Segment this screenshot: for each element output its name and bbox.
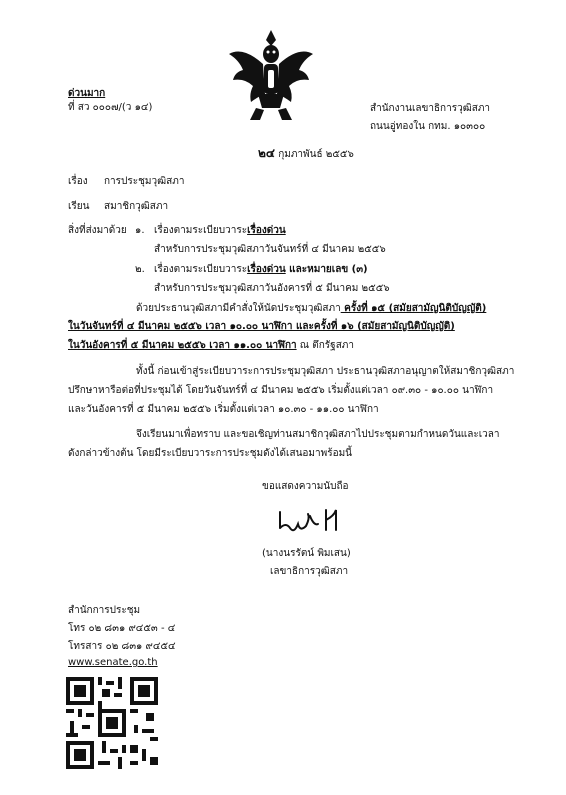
signature	[276, 506, 346, 537]
subject-label: เรื่อง	[68, 176, 88, 187]
subject: การประชุมวุฒิสภา	[104, 176, 185, 187]
salutation-label: เรียน	[68, 201, 90, 212]
para1-location: ณ ตึกรัฐสภา	[296, 340, 355, 351]
date-month-year: กุมภาพันธ์ ๒๕๕๖	[278, 149, 354, 160]
para1-text: ด้วยประธานวุฒิสภามีคำสั่งให้นัดประชุมวุฒิสภา	[136, 303, 341, 314]
closing: ขอแสดงความนับถือ	[262, 481, 349, 492]
enclosure-sub-1: สำหรับการประชุมวุฒิสภาวันจันทร์ที่ ๔ มีนาคม ๒๕๕๖	[154, 244, 386, 255]
footer-website-link[interactable]: www.senate.go.th	[68, 657, 158, 668]
para3-line2: ดังกล่าวข้างต้น โดยมีระเบียบวาระการประชุมดังได้เสนอมาพร้อมนี้	[68, 448, 353, 459]
signatory-name: (นางนรรัตน์ พิมเสน)	[262, 548, 351, 559]
reference-number: ที่ สว ๐๐๐๗/(ว ๑๔)	[68, 102, 153, 113]
footer-fax: โทรสาร ๐๒ ๘๓๑ ๙๔๕๔	[68, 641, 176, 652]
para3-line1: จึงเรียนมาเพื่อทราบ และขอเชิญท่านสมาชิกวุฒิสภาไปประชุมตามกำหนดวันและเวลา	[136, 429, 500, 440]
date-day: ๒๔	[258, 146, 275, 160]
enclosure-extra: และหมายเลข (๓)	[285, 264, 368, 275]
enclosure-text: เรื่องตามระเบียบวาระ	[154, 225, 248, 236]
para1-meeting-16-date: ในวันอังคารที่ ๕ มีนาคม ๒๕๕๖ เวลา ๑๑.๐๐ นาฬิกา	[68, 340, 297, 351]
para1-line2: ในวันจันทร์ที่ ๔ มีนาคม ๒๕๕๖ เวลา ๑๐.๐๐ นาฬิกา และครั้งที่ ๑๖ (สมัยสามัญนิติบัญญัติ)	[68, 321, 455, 332]
enclosure-num-2: ๒.	[135, 264, 145, 275]
para2-line2: ปรึกษาหารือต่อที่ประชุมได้ โดยวันจันทร์ที่ ๔ มีนาคม ๒๕๕๖ เริ่มตั้งแต่เวลา ๐๙.๓๐ - ๑๐.๐๐ นาฬิกา	[68, 385, 494, 396]
footer-tel: โทร ๐๒ ๘๓๑ ๙๔๕๓ - ๔	[68, 623, 176, 634]
para1-line3	[68, 338, 354, 353]
enclosure-item-2	[154, 262, 368, 277]
office-name: สำนักงานเลขาธิการวุฒิสภา	[370, 103, 491, 114]
enclosure-item-1	[154, 223, 286, 238]
salutation: สมาชิกวุฒิสภา	[104, 201, 169, 212]
footer-department: สำนักการประชุม	[68, 605, 141, 616]
enclosure-urgent: เรื่องด่วน	[247, 264, 286, 275]
enclosure-urgent: เรื่องด่วน	[247, 225, 286, 236]
para2-line1: ทั้งนี้ ก่อนเข้าสู่ระเบียบวาระการประชุมวุฒิสภา ประธานวุฒิสภาอนุญาตให้สมาชิกวุฒิสภา	[136, 366, 515, 377]
enclosures-label: สิ่งที่ส่งมาด้วย	[68, 225, 127, 236]
enclosure-num-1: ๑.	[135, 225, 145, 236]
signatory-title: เลขาธิการวุฒิสภา	[270, 566, 349, 577]
office-address: ถนนอู่ทองใน กทม. ๑๐๓๐๐	[370, 121, 486, 132]
qr-code-icon[interactable]	[66, 677, 158, 769]
urgency-label: ด่วนมาก	[68, 88, 106, 99]
date	[258, 144, 354, 163]
para2-line3: และวันอังคารที่ ๕ มีนาคม ๒๕๕๖ เริ่มตั้งแต่เวลา ๑๐.๓๐ - ๑๑.๐๐ นาฬิกา	[68, 404, 379, 415]
garuda-emblem-icon	[226, 26, 316, 122]
enclosure-sub-2: สำหรับการประชุมวุฒิสภาวันอังคารที่ ๕ มีนาคม ๒๕๕๖	[154, 283, 390, 294]
para1-meeting-15: ครั้งที่ ๑๕ (สมัยสามัญนิติบัญญัติ)	[340, 303, 487, 314]
para1-line1	[136, 301, 486, 316]
enclosure-text: เรื่องตามระเบียบวาระ	[154, 264, 248, 275]
